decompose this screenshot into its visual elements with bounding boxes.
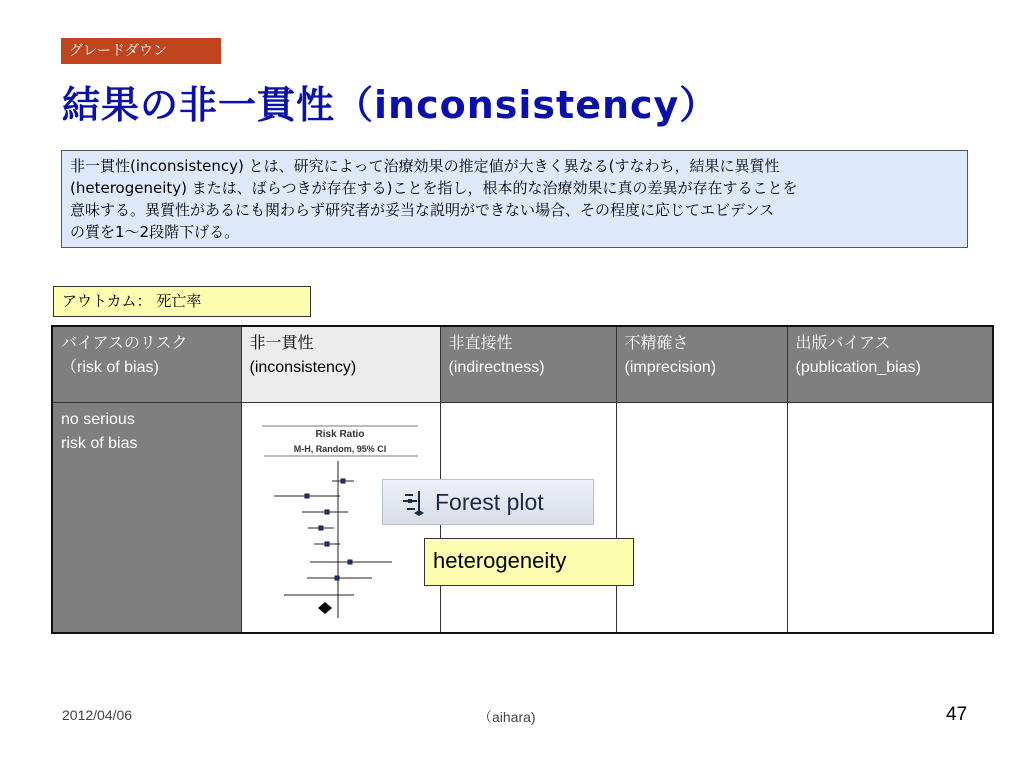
- forest-plot-banner-label: Forest plot: [435, 489, 544, 515]
- forest-plot-banner: [382, 479, 594, 525]
- section-tag: グレードダウン: [61, 38, 221, 64]
- footer-author: （aihara): [478, 709, 536, 725]
- header-imprecision: 不精確さ (imprecision): [616, 326, 787, 402]
- header-indirectness: 非直接性 (indirectness): [440, 326, 616, 402]
- definition-line: 非一貫性(inconsistency) とは、研究によって治療効果の推定値が大きく異なる(すなわち，結果に異質性: [70, 157, 780, 175]
- heterogeneity-callout: heterogeneity: [424, 538, 634, 586]
- page-number: 47: [946, 704, 968, 725]
- slide-title: 結果の非一貫性（inconsistency）: [62, 83, 719, 127]
- forest-plot-header-1: Risk Ratio: [315, 429, 365, 440]
- forest-plot-header-2: M-H, Random, 95% CI: [293, 444, 387, 454]
- forest-plot-icon: [399, 489, 429, 517]
- definition-box: [61, 150, 968, 248]
- header-risk-of-bias: バイアスのリスク （risk of bias): [52, 326, 241, 402]
- definition-line: の質を1〜2段階下げる。: [70, 223, 240, 241]
- cell-publication-bias: [787, 402, 993, 633]
- cell-imprecision: [616, 402, 787, 633]
- definition-line: (heterogeneity) または、ばらつきが存在する)ことを指し，根本的な治療効果に真の差異が存在することを: [70, 179, 798, 197]
- definition-line: 意味する。異質性があるにも関わらず研究者が妥当な説明ができない場合、その程度に応じてエビデンス: [70, 201, 775, 219]
- outcome-label: アウトカム： 死亡率: [53, 286, 311, 317]
- header-publication-bias: 出版バイアス (publication_bias): [787, 326, 993, 402]
- cell-risk-of-bias: no serious risk of bias: [52, 402, 241, 633]
- footer-date: 2012/04/06: [62, 707, 133, 723]
- table-header-row: [52, 326, 993, 402]
- header-inconsistency: 非一貫性 (inconsistency): [241, 326, 440, 402]
